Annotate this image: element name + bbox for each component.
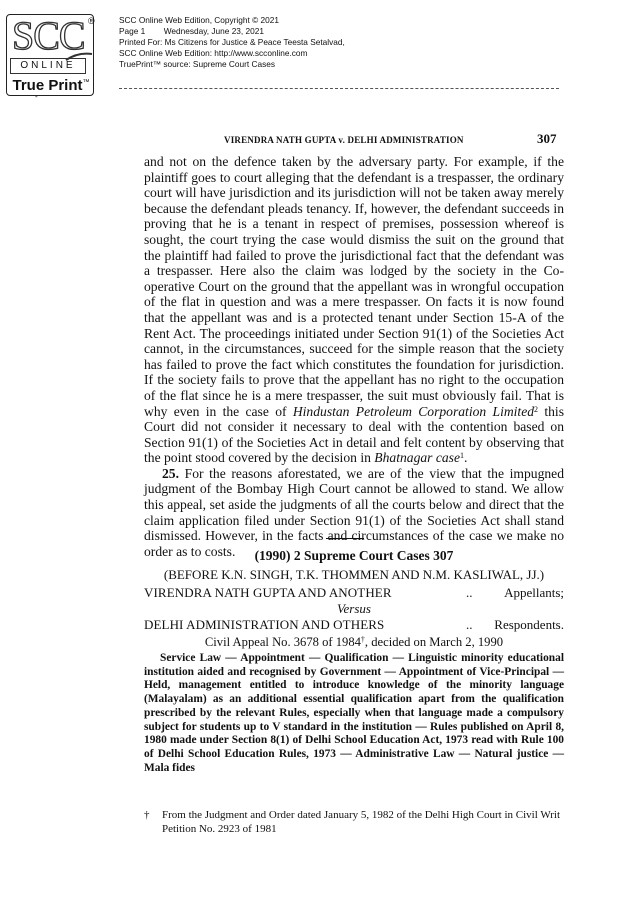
headnote: Service Law — Appointment — Qualification — Linguistic minority educational institution aided and recognised by Government — Appointment of Vice-Principal — Held, management entitled to introduce knowledge of the minority language (Malayalam) as an additional essential qualification apart from the qualification prescribed by the relevant Rules, especially when that language made a compulsory subject for students up to V standard in the institution — Rules published on April 8, 1980 made under Section 8(1) of Delhi School Education Act, 1973 read with Rule 100 of Delhi School Education Rules, 1973 — Administrative Law — Natural justice — Mala fides [144,652,564,774]
case-name-bhatnagar: Bhatnagar case [374,450,461,466]
respondent-name: DELHI ADMINISTRATION AND OTHERS [144,617,385,632]
paragraph-number: 25. [162,465,179,481]
leader-dots: .. [466,585,473,600]
page-number: 307 [537,131,557,146]
logo-online-text: ONLINE [10,58,86,74]
logo-scc-text: SCC [12,13,85,58]
print-metadata [119,15,345,70]
meta-website: SCC Online Web Edition: http://www.scconline.com [119,48,308,58]
case-name-hindustan: Hindustan Petroleum Corporation Limited [292,403,535,419]
bench-composition: (BEFORE K.N. SINGH, T.K. THOMMEN AND N.M. KASLIWAL, JJ.) [163,567,545,582]
respondent-role: Respondents. [494,617,564,632]
dagger-ref: † [360,635,365,644]
margin-mark: - [35,92,38,101]
judgment-body [144,154,564,559]
appeal-details: Civil Appeal No. 3678 of 1984†, decided on March 2, 1990 [204,635,504,649]
footnote-ref: 1 [460,451,465,461]
meta-printed-for: Printed For: Ms Citizens for Justice & Peace Teesta Setalvad, [119,37,345,47]
appellant-name: VIRENDRA NATH GUPTA AND ANOTHER [144,585,392,600]
appellant-role: Appellants; [504,585,564,600]
case-citation: (1990) 2 Supreme Court Cases 307 [254,548,454,563]
meta-page-date: Page 1 Wednesday, June 23, 2021 [119,26,264,36]
meta-source: TruePrint™ source: Supreme Court Cases [119,59,276,69]
registered-mark: ® [88,16,95,26]
versus-label: Versus [337,601,371,616]
case-separator-rule [326,538,364,539]
footnote-dagger: † [144,809,150,821]
footnote-ref: 2 [534,404,539,414]
running-head-title: VIRENDRA NATH GUPTA v. DELHI ADMINISTRATION [224,135,464,145]
meta-copyright: SCC Online Web Edition, Copyright © 2021 [119,15,279,25]
paragraph-continued: and not on the defence taken by the adversary party. For example, if the plaintiff goes to court alleging that the defendant is a trespasser, the ordinary court will have jurisdiction and its jurisdiction will not be taken away merely because the defendant pleads tenancy. If, however, the defendant succeeds in proving that he is a tenant in respect of premises, possession whereof is sought, the court trying the case would dismiss the suit on the ground that the plaintiff had failed to prove the jurisdictional fact that the defendant was a trespasser. Here also the claim was lodged by the society in the Co-operative Court on the ground that the appellant was in wrongful occupation of the flat in question and was a mere trespasser. On facts it is now found that the appellant was and is a protected tenant under Section 15-A of the Rent Act. The proceedings initiated under Section 91(1) of the Societies Act cannot, in the circumstances, succeed for the simple reason that the society has failed to prove the fact which constitutes the foundation for jurisdiction. If the society fails to prove that the appellant has no right to the occupation of the flat since he is a mere trespasser, the suit must obviously fail. That is why even in the case of Hindustan Petroleum Corporation Limited$^2$ this Court did not consider it necessary to deal with the contention based on Section 91(1) of the Societies Act in detail and felt content by observing that the point stood covered by the decision in Bhatnagar case$^1$. [144,154,564,466]
header-dashed-divider [119,88,559,89]
leader-dots: .. [466,617,473,632]
footnote-text: From the Judgment and Order dated January 5, 1982 of the Delhi High Court in Civil Writ Petition No. 2923 of 1981 [162,809,561,835]
paragraph-25: 25. For the reasons aforestated, we are of the view that the impugned judgment of the Bombay High Court cannot be allowed to stand. We allow this appeal, set aside the judgments of all the courts below and direct that the claim application filed under Section 91(1) of the Societies Act shall stand dismissed. However, in the facts and circumstances of the case we make no order as to costs. [144,465,564,559]
logo-trueprint-text: True Print™ [12,77,90,94]
scc-online-logo [6,14,102,102]
